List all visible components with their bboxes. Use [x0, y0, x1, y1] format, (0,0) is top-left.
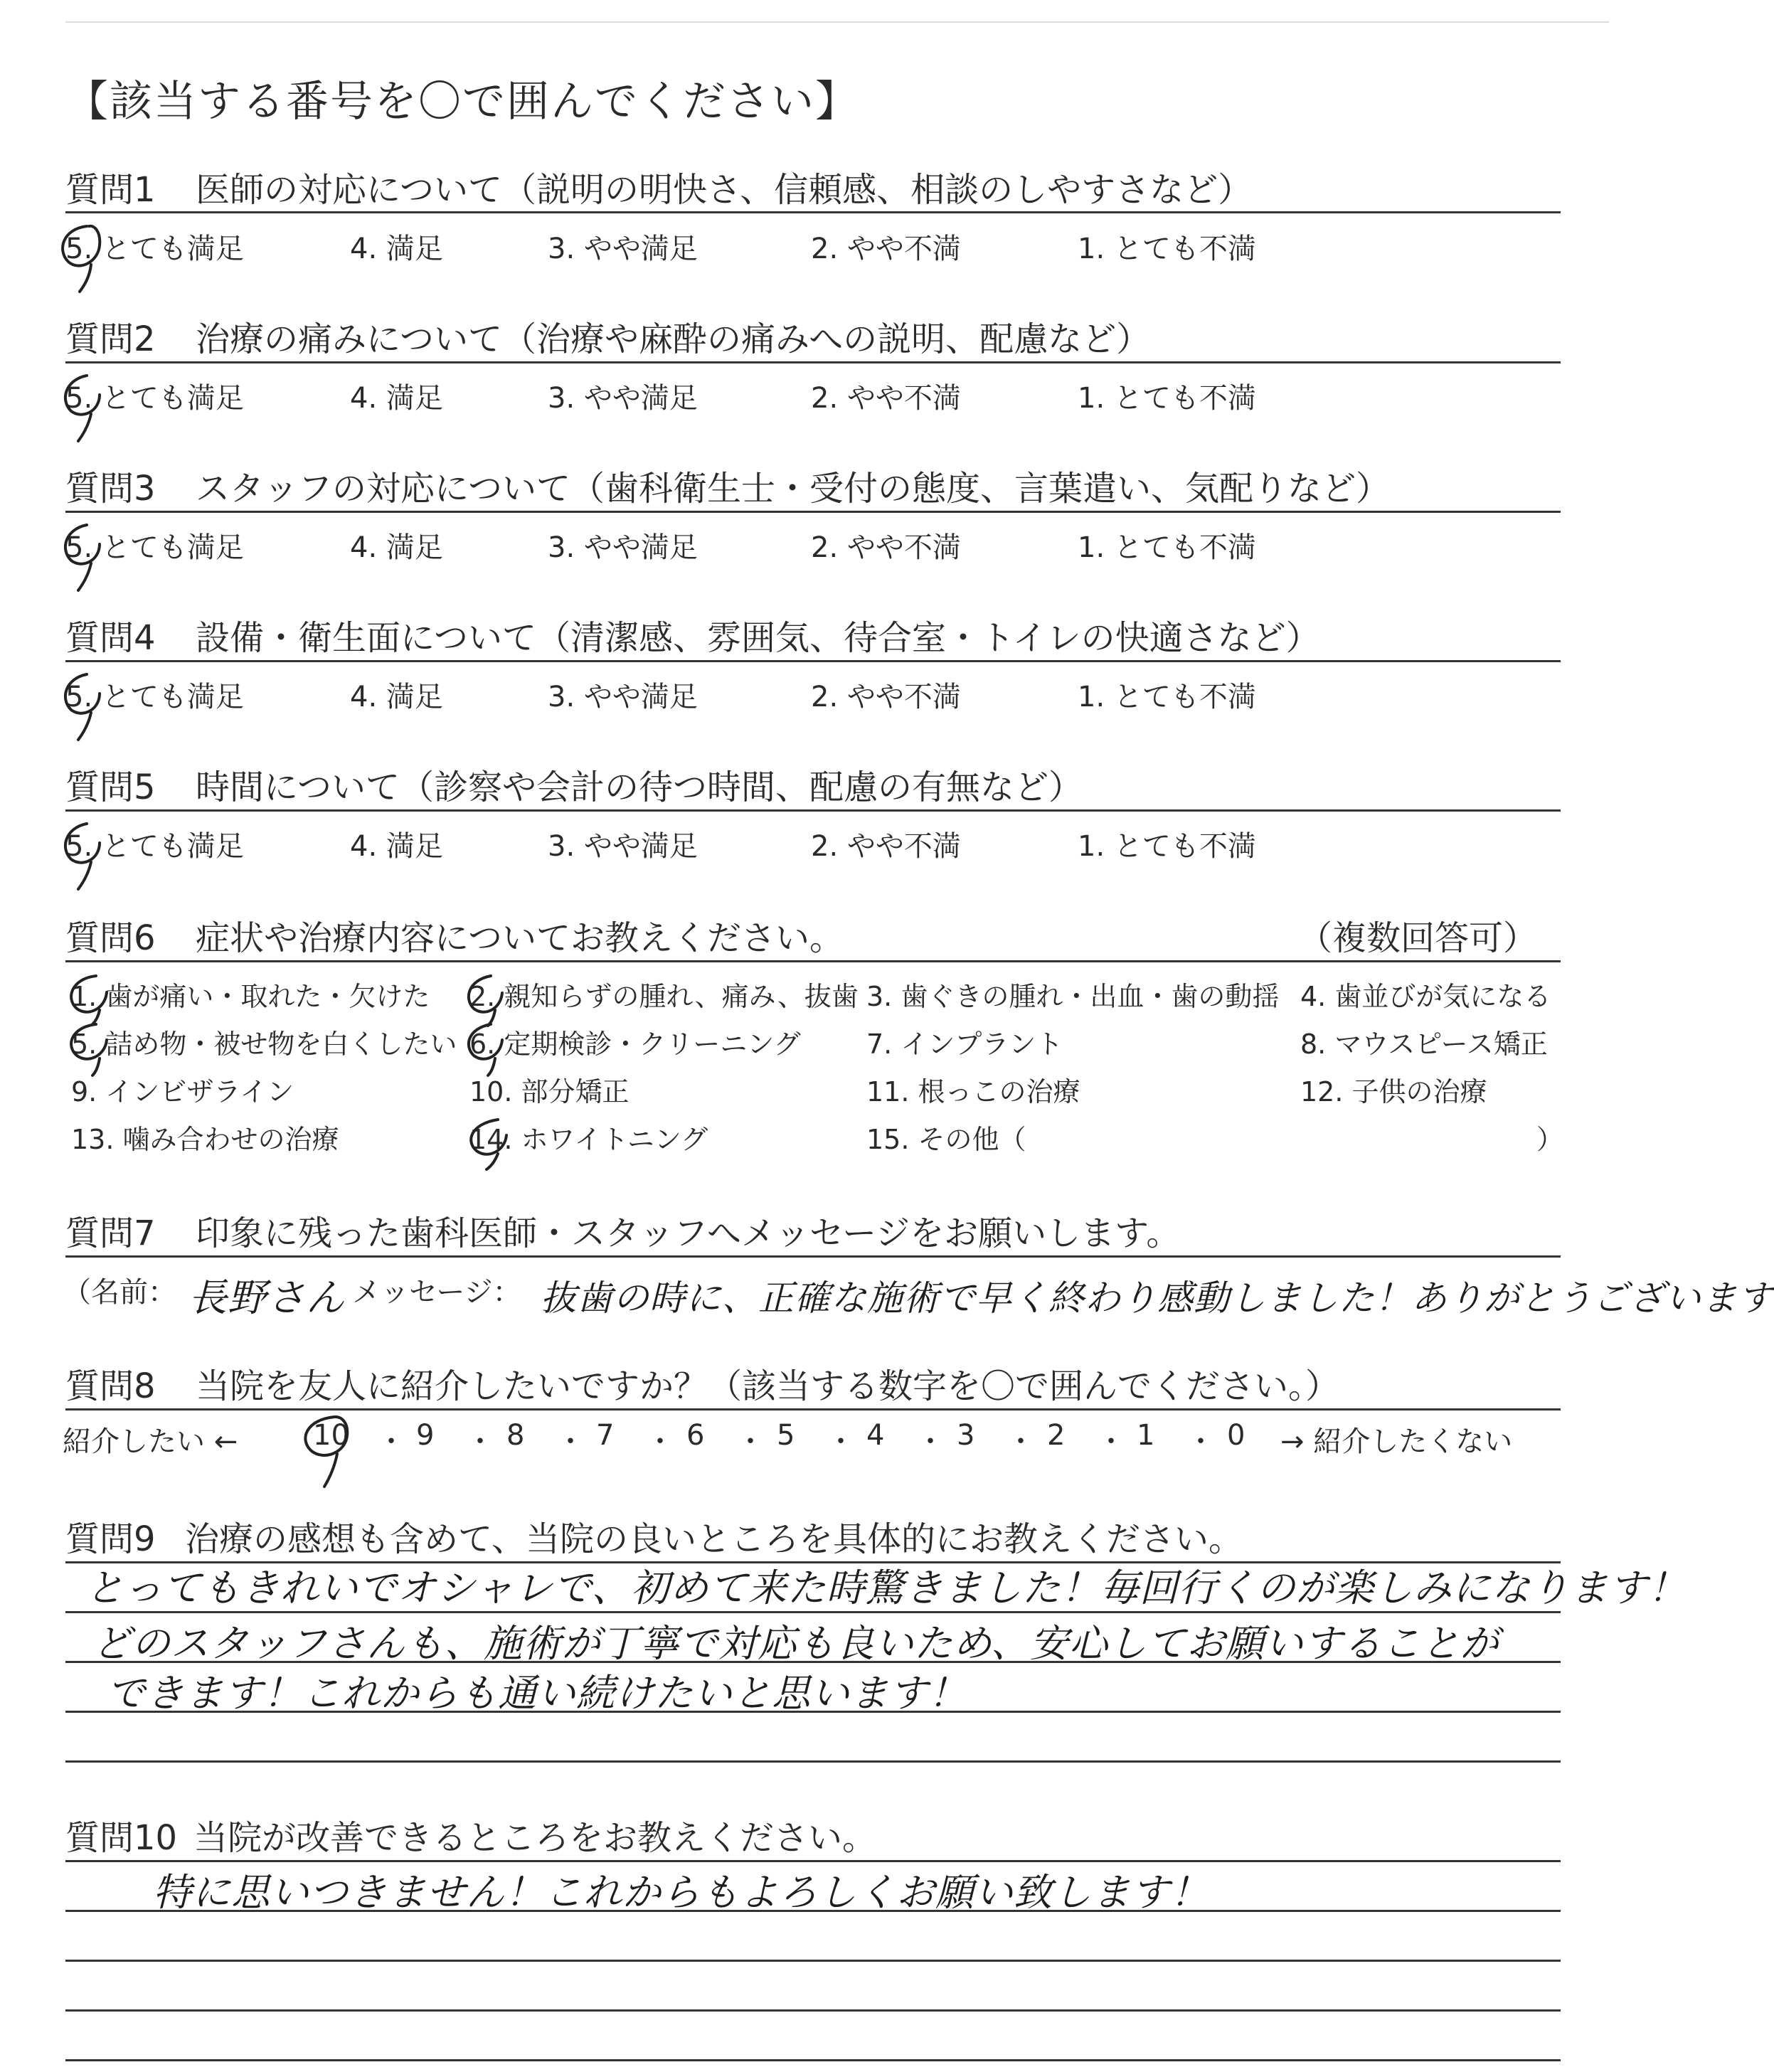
q3-option-1[interactable]: 1. とても不満: [1078, 531, 1256, 564]
q6-option-15-close: ）: [1536, 1124, 1564, 1155]
q5-option-3[interactable]: 3. やや満足: [548, 830, 698, 863]
q4-option-1[interactable]: 1. とても不満: [1078, 681, 1256, 713]
answer-line: [65, 1960, 1561, 1962]
q7-message-label: メッセージ：: [352, 1276, 521, 1309]
q6-option-8[interactable]: 8. マウスピース矯正: [1300, 1029, 1548, 1060]
answer-line: [65, 2059, 1561, 2061]
question-9-text: 治療の感想も含めて、当院の良いところを具体的にお教えください。: [185, 1519, 1243, 1559]
q1-option-4[interactable]: 4. 満足: [350, 233, 443, 265]
q7-message-value[interactable]: 抜歯の時に、正確な施術で早く終わり感動しました！ありがとうございます: [541, 1277, 1774, 1319]
question-1-text: 医師の対応について（説明の明快さ、信頼感、相談のしやすさなど）: [196, 170, 1253, 210]
q9-answer-line-1[interactable]: とってもきれいでオシャレで、初めて来た時驚きました！毎回行くのが楽しみになります！: [85, 1566, 1687, 1610]
q4-option-5[interactable]: 5. とても満足: [65, 681, 244, 713]
q6-option-3[interactable]: 3. 歯ぐきの腫れ・出血・歯の動揺: [866, 981, 1280, 1012]
q6-option-13[interactable]: 13. 噛み合わせの治療: [71, 1124, 339, 1155]
question-7-label: 質問7: [65, 1213, 156, 1253]
q3-option-4[interactable]: 4. 満足: [350, 531, 443, 564]
question-8-rule: [65, 1408, 1561, 1410]
q2-option-5[interactable]: 5. とても満足: [65, 382, 244, 415]
question-4-text: 設備・衛生面について（清潔感、雰囲気、待合室・トイレの快適さなど）: [196, 618, 1320, 658]
question-9-label: 質問9: [65, 1519, 156, 1559]
q8-scale-4[interactable]: 4: [866, 1419, 885, 1452]
question-3-text: スタッフの対応について（歯科衛生士・受付の態度、言葉遣い、気配りなど）: [196, 469, 1391, 509]
q6-option-1[interactable]: 1. 歯が痛い・取れた・欠けた: [71, 981, 430, 1012]
q8-scale-dot: ・: [466, 1425, 494, 1458]
question-3-label: 質問3: [65, 469, 156, 509]
q6-option-12[interactable]: 12. 子供の治療: [1300, 1076, 1487, 1107]
q8-scale-dot: ・: [1097, 1425, 1125, 1458]
q3-option-5[interactable]: 5. とても満足: [65, 531, 244, 564]
question-10-text: 当院が改善できるところをお教えください。: [193, 1818, 877, 1858]
q8-scale-dot: ・: [1186, 1425, 1215, 1458]
question-5-text: 時間について（診察や会計の待つ時間、配慮の有無など）: [196, 767, 1083, 807]
q1-option-2[interactable]: 2. やや不満: [811, 233, 961, 265]
q1-option-3[interactable]: 3. やや満足: [548, 233, 698, 265]
question-5-rule: [65, 809, 1561, 812]
q8-scale-9[interactable]: 9: [416, 1419, 435, 1452]
q6-option-7[interactable]: 7. インプラント: [866, 1029, 1063, 1060]
question-2-label: 質問2: [65, 319, 156, 359]
q2-option-2[interactable]: 2. やや不満: [811, 382, 961, 415]
q4-option-3[interactable]: 3. やや満足: [548, 681, 698, 713]
question-1-rule: [65, 211, 1561, 213]
answer-line: [65, 2009, 1561, 2012]
q5-option-1[interactable]: 1. とても不満: [1078, 830, 1256, 863]
answer-line: [65, 1760, 1561, 1763]
question-6-label: 質問6: [65, 918, 156, 958]
q4-option-4[interactable]: 4. 満足: [350, 681, 443, 713]
q8-scale-6[interactable]: 6: [686, 1419, 705, 1452]
q3-option-3[interactable]: 3. やや満足: [548, 531, 698, 564]
q7-name-value[interactable]: 長野さん: [188, 1275, 345, 1320]
q8-scale-dot: ・: [827, 1425, 855, 1458]
question-2-text: 治療の痛みについて（治療や麻酔の痛みへの説明、配慮など）: [196, 319, 1151, 359]
q6-option-10[interactable]: 10. 部分矯正: [469, 1076, 630, 1107]
question-6-note: （複数回答可）: [1298, 918, 1538, 958]
q6-option-6[interactable]: 6. 定期検診・クリーニング: [469, 1029, 801, 1060]
q8-scale-dot: ・: [556, 1425, 585, 1458]
q8-scale-dot: ・: [916, 1425, 945, 1458]
q6-option-4[interactable]: 4. 歯並びが気になる: [1300, 981, 1551, 1012]
q7-name-label: （名前：: [63, 1276, 176, 1309]
q8-scale-1[interactable]: 1: [1137, 1419, 1155, 1452]
question-1-label: 質問1: [65, 170, 156, 210]
q1-option-5[interactable]: 5. とても満足: [65, 233, 244, 265]
q4-option-2[interactable]: 2. やや不満: [811, 681, 961, 713]
question-8-text: 当院を友人に紹介したいですか？（該当する数字を〇で囲んでください。）: [196, 1366, 1340, 1406]
q5-option-2[interactable]: 2. やや不満: [811, 830, 961, 863]
question-4-label: 質問4: [65, 618, 156, 658]
question-4-rule: [65, 660, 1561, 662]
q8-scale-10[interactable]: 10: [313, 1419, 349, 1452]
q6-option-14[interactable]: 14. ホワイトニング: [469, 1124, 708, 1155]
q6-option-2[interactable]: 2. 親知らずの腫れ、痛み、抜歯: [469, 981, 859, 1012]
question-5-label: 質問5: [65, 767, 156, 807]
q8-left-label: 紹介したい ←: [63, 1425, 238, 1458]
q8-scale-8[interactable]: 8: [506, 1419, 525, 1452]
q9-answer-line-2[interactable]: どのスタッフさんも、施術が丁寧で対応も良いため、安心してお願いすることが: [92, 1621, 1499, 1666]
q6-option-9[interactable]: 9. インビザライン: [71, 1076, 294, 1107]
q9-answer-line-3[interactable]: できます！これからも通い続けたいと思います！: [107, 1671, 967, 1716]
q8-scale-dot: ・: [377, 1425, 405, 1458]
question-7-text: 印象に残った歯科医師・スタッフへメッセージをお願いします。: [196, 1213, 1181, 1253]
question-6-rule: [65, 960, 1561, 962]
question-10-label: 質問10: [65, 1818, 178, 1858]
question-3-rule: [65, 511, 1561, 513]
q5-option-5[interactable]: 5. とても満足: [65, 830, 244, 863]
q3-option-2[interactable]: 2. やや不満: [811, 531, 961, 564]
q8-scale-dot: ・: [1006, 1425, 1035, 1458]
question-6-text: 症状や治療内容についてお教えください。: [196, 918, 844, 958]
q8-scale-dot: ・: [736, 1425, 765, 1458]
question-2-rule: [65, 361, 1561, 363]
q8-scale-0[interactable]: 0: [1227, 1419, 1245, 1452]
top-divider: [65, 21, 1609, 23]
q8-right-label: → 紹介したくない: [1280, 1425, 1513, 1458]
q6-option-11[interactable]: 11. 根っこの治療: [866, 1076, 1080, 1107]
question-7-rule: [65, 1255, 1561, 1258]
q2-option-1[interactable]: 1. とても不満: [1078, 382, 1256, 415]
q2-option-3[interactable]: 3. やや満足: [548, 382, 698, 415]
q8-scale-5[interactable]: 5: [777, 1419, 795, 1452]
page-title: 【該当する番号を〇で囲んでください】: [65, 77, 859, 127]
q8-scale-7[interactable]: 7: [596, 1419, 615, 1452]
q5-option-4[interactable]: 4. 満足: [350, 830, 443, 863]
q6-option-5[interactable]: 5. 詰め物・被せ物を白くしたい: [71, 1029, 457, 1060]
question-8-label: 質問8: [65, 1366, 156, 1406]
q8-scale-dot: ・: [646, 1425, 674, 1458]
q6-option-15[interactable]: 15. その他（: [866, 1124, 1026, 1155]
q1-option-1[interactable]: 1. とても不満: [1078, 233, 1256, 265]
q8-scale-2[interactable]: 2: [1047, 1419, 1066, 1452]
q8-scale-3[interactable]: 3: [957, 1419, 975, 1452]
q10-answer-line-1[interactable]: 特に思いつきません！これからもよろしくお願い致します！: [153, 1870, 1209, 1915]
q2-option-4[interactable]: 4. 満足: [350, 382, 443, 415]
